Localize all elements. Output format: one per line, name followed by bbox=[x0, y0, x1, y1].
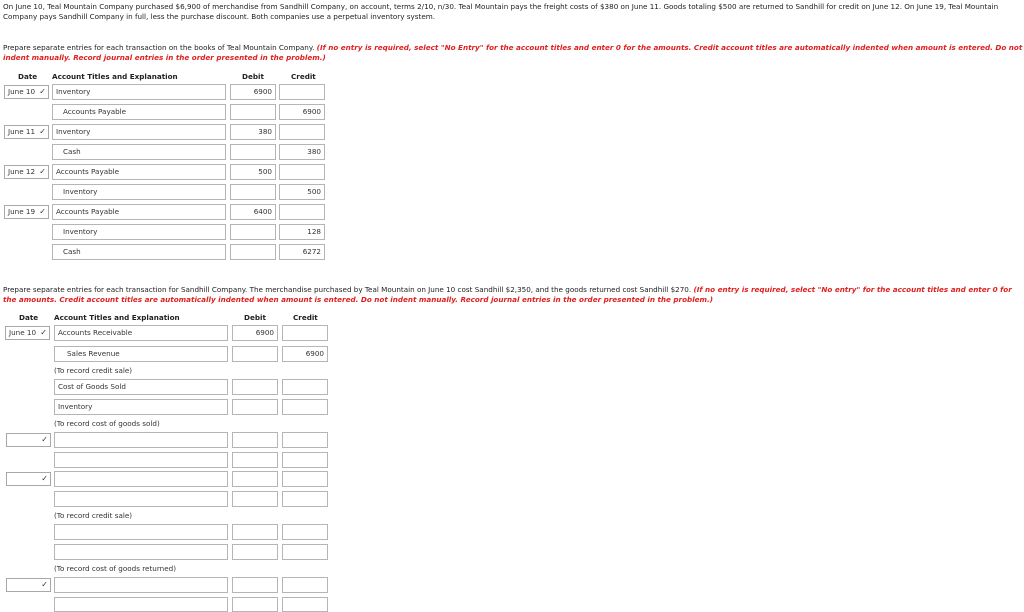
explanation-cost-of-goods-sold: (To record cost of goods sold) bbox=[54, 419, 160, 428]
part2-credit-input-6[interactable] bbox=[282, 452, 328, 468]
part1-debit-input-7[interactable]: 6400 bbox=[230, 204, 276, 220]
part1-credit-input-1[interactable] bbox=[279, 84, 325, 100]
part1-account-input-6[interactable]: Inventory bbox=[52, 184, 226, 200]
part2-header-credit: Credit bbox=[293, 313, 318, 322]
part1-account-input-9[interactable]: Cash bbox=[52, 244, 226, 260]
part2-account-input-2[interactable]: Sales Revenue bbox=[54, 346, 228, 362]
part1-debit-input-8[interactable] bbox=[230, 224, 276, 240]
part2-debit-input-11[interactable] bbox=[232, 577, 278, 593]
part2-debit-input-8[interactable] bbox=[232, 491, 278, 507]
part2-account-input-5[interactable] bbox=[54, 432, 228, 448]
part1-debit-input-3[interactable]: 380 bbox=[230, 124, 276, 140]
part1-account-input-7[interactable]: Accounts Payable bbox=[52, 204, 226, 220]
part2-account-input-10[interactable] bbox=[54, 544, 228, 560]
part1-credit-input-2[interactable]: 6900 bbox=[279, 104, 325, 120]
part1-account-input-1[interactable]: Inventory bbox=[52, 84, 226, 100]
part1-header-account: Account Titles and Explanation bbox=[52, 72, 178, 81]
part1-credit-input-6[interactable]: 500 bbox=[279, 184, 325, 200]
part1-instructions: Prepare separate entries for each transaction on the books of Teal Mountain Company. (If no entry is required, select "No Entry" for the account titles and enter 0 for the amounts. Credit account titles are automatically indented when amount is entered. Do not indent manually. Record journal entries in the order presented in the problem.) bbox=[3, 43, 1023, 62]
problem-text-line1: On June 10, Teal Mountain Company purchased $6,900 of merchandise from Sandhill Company, on account, terms 2/10, n/30. Teal Mountain pays the freight costs of $380 on June 11. Goods totaling $500 are returned to Sandhill for credit on June 12. On June 19, Teal Mountain bbox=[3, 2, 999, 11]
part2-debit-input-2[interactable] bbox=[232, 346, 278, 362]
part1-account-input-4[interactable]: Cash bbox=[52, 144, 226, 160]
part2-header-account: Account Titles and Explanation bbox=[54, 313, 180, 322]
chevron-down-icon: ✓ bbox=[40, 328, 47, 337]
part1-credit-input-4[interactable]: 380 bbox=[279, 144, 325, 160]
part2-account-input-4[interactable]: Inventory bbox=[54, 399, 228, 415]
part2-instructions: Prepare separate entries for each transaction for Sandhill Company. The merchandise purchased by Teal Mountain on June 10 cost Sandhill $2,350, and the goods returned cost Sandhill $270. (If no entry is required, select "No entry" for the account titles and enter 0 for the amounts. Credit account titles are automatically indented when amount is entered. Do not indent manually. Record journal entries in the order presented in the problem.) bbox=[3, 285, 1012, 304]
part2-credit-input-8[interactable] bbox=[282, 491, 328, 507]
part2-credit-input-4[interactable] bbox=[282, 399, 328, 415]
part2-date-select-3[interactable] bbox=[6, 472, 51, 486]
part1-account-input-8[interactable]: Inventory bbox=[52, 224, 226, 240]
part2-date-select-1[interactable]: June 10 ✓ bbox=[5, 326, 50, 340]
part1-debit-input-6[interactable] bbox=[230, 184, 276, 200]
part1-debit-input-9[interactable] bbox=[230, 244, 276, 260]
part2-debit-input-6[interactable] bbox=[232, 452, 278, 468]
part2-account-input-12[interactable] bbox=[54, 597, 228, 612]
part2-header-debit: Debit bbox=[244, 313, 266, 322]
part2-header-date: Date bbox=[19, 313, 39, 322]
part2-credit-input-10[interactable] bbox=[282, 544, 328, 560]
part2-credit-input-5[interactable] bbox=[282, 432, 328, 448]
part1-header-date: Date bbox=[18, 72, 38, 81]
explanation-credit-sale-2: (To record credit sale) bbox=[54, 511, 133, 520]
part1-debit-input-5[interactable]: 500 bbox=[230, 164, 276, 180]
explanation-credit-sale: (To record credit sale) bbox=[54, 366, 133, 375]
part1-credit-input-7[interactable] bbox=[279, 204, 325, 220]
part1-debit-input-1[interactable]: 6900 bbox=[230, 84, 276, 100]
part2-account-input-1[interactable]: Accounts Receivable bbox=[54, 325, 228, 341]
chevron-down-icon: ✓ bbox=[41, 474, 48, 483]
chevron-down-icon: ✓ bbox=[41, 580, 48, 589]
part2-debit-input-3[interactable] bbox=[232, 379, 278, 395]
part2-account-input-8[interactable] bbox=[54, 491, 228, 507]
part2-credit-input-7[interactable] bbox=[282, 471, 328, 487]
part2-credit-input-9[interactable] bbox=[282, 524, 328, 540]
problem-text-line2: Company pays Sandhill Company in full, less the purchase discount. Both companies use a perpetual inventory system. bbox=[3, 12, 436, 21]
part1-date-select-5[interactable]: June 12 ✓ bbox=[4, 165, 49, 179]
part1-date-select-7[interactable]: June 19 ✓ bbox=[4, 205, 49, 219]
part2-account-input-3[interactable]: Cost of Goods Sold bbox=[54, 379, 228, 395]
part1-debit-input-4[interactable] bbox=[230, 144, 276, 160]
part2-debit-input-4[interactable] bbox=[232, 399, 278, 415]
part1-header-credit: Credit bbox=[291, 72, 316, 81]
part1-credit-input-9[interactable]: 6272 bbox=[279, 244, 325, 260]
chevron-down-icon: ✓ bbox=[39, 207, 46, 216]
part2-debit-input-5[interactable] bbox=[232, 432, 278, 448]
part1-credit-input-5[interactable] bbox=[279, 164, 325, 180]
part2-debit-input-9[interactable] bbox=[232, 524, 278, 540]
part1-account-input-5[interactable]: Accounts Payable bbox=[52, 164, 226, 180]
chevron-down-icon: ✓ bbox=[41, 435, 48, 444]
part1-credit-input-3[interactable] bbox=[279, 124, 325, 140]
part1-account-input-2[interactable]: Accounts Payable bbox=[52, 104, 226, 120]
part2-account-input-6[interactable] bbox=[54, 452, 228, 468]
problem-text bbox=[3, 2, 1023, 22]
part2-credit-input-3[interactable] bbox=[282, 379, 328, 395]
part1-date-select-1[interactable]: June 10 ✓ bbox=[4, 85, 49, 99]
chevron-down-icon: ✓ bbox=[39, 167, 46, 176]
explanation-cost-of-goods-returned: (To record cost of goods returned) bbox=[54, 564, 177, 573]
part1-header-debit: Debit bbox=[242, 72, 264, 81]
chevron-down-icon: ✓ bbox=[39, 87, 46, 96]
part2-debit-input-10[interactable] bbox=[232, 544, 278, 560]
part2-date-select-2[interactable] bbox=[6, 433, 51, 447]
part1-debit-input-2[interactable] bbox=[230, 104, 276, 120]
part2-date-select-4[interactable] bbox=[6, 578, 51, 592]
part2-debit-input-7[interactable] bbox=[232, 471, 278, 487]
chevron-down-icon: ✓ bbox=[39, 127, 46, 136]
part2-account-input-11[interactable] bbox=[54, 577, 228, 593]
part1-credit-input-8[interactable]: 128 bbox=[279, 224, 325, 240]
part2-debit-input-1[interactable]: 6900 bbox=[232, 325, 278, 341]
part2-account-input-9[interactable] bbox=[54, 524, 228, 540]
part2-credit-input-12[interactable] bbox=[282, 597, 328, 612]
part2-credit-input-2[interactable]: 6900 bbox=[282, 346, 328, 362]
part2-account-input-7[interactable] bbox=[54, 471, 228, 487]
part2-credit-input-1[interactable] bbox=[282, 325, 328, 341]
part2-debit-input-12[interactable] bbox=[232, 597, 278, 612]
part1-date-select-3[interactable]: June 11 ✓ bbox=[4, 125, 49, 139]
part1-account-input-3[interactable]: Inventory bbox=[52, 124, 226, 140]
part2-credit-input-11[interactable] bbox=[282, 577, 328, 593]
